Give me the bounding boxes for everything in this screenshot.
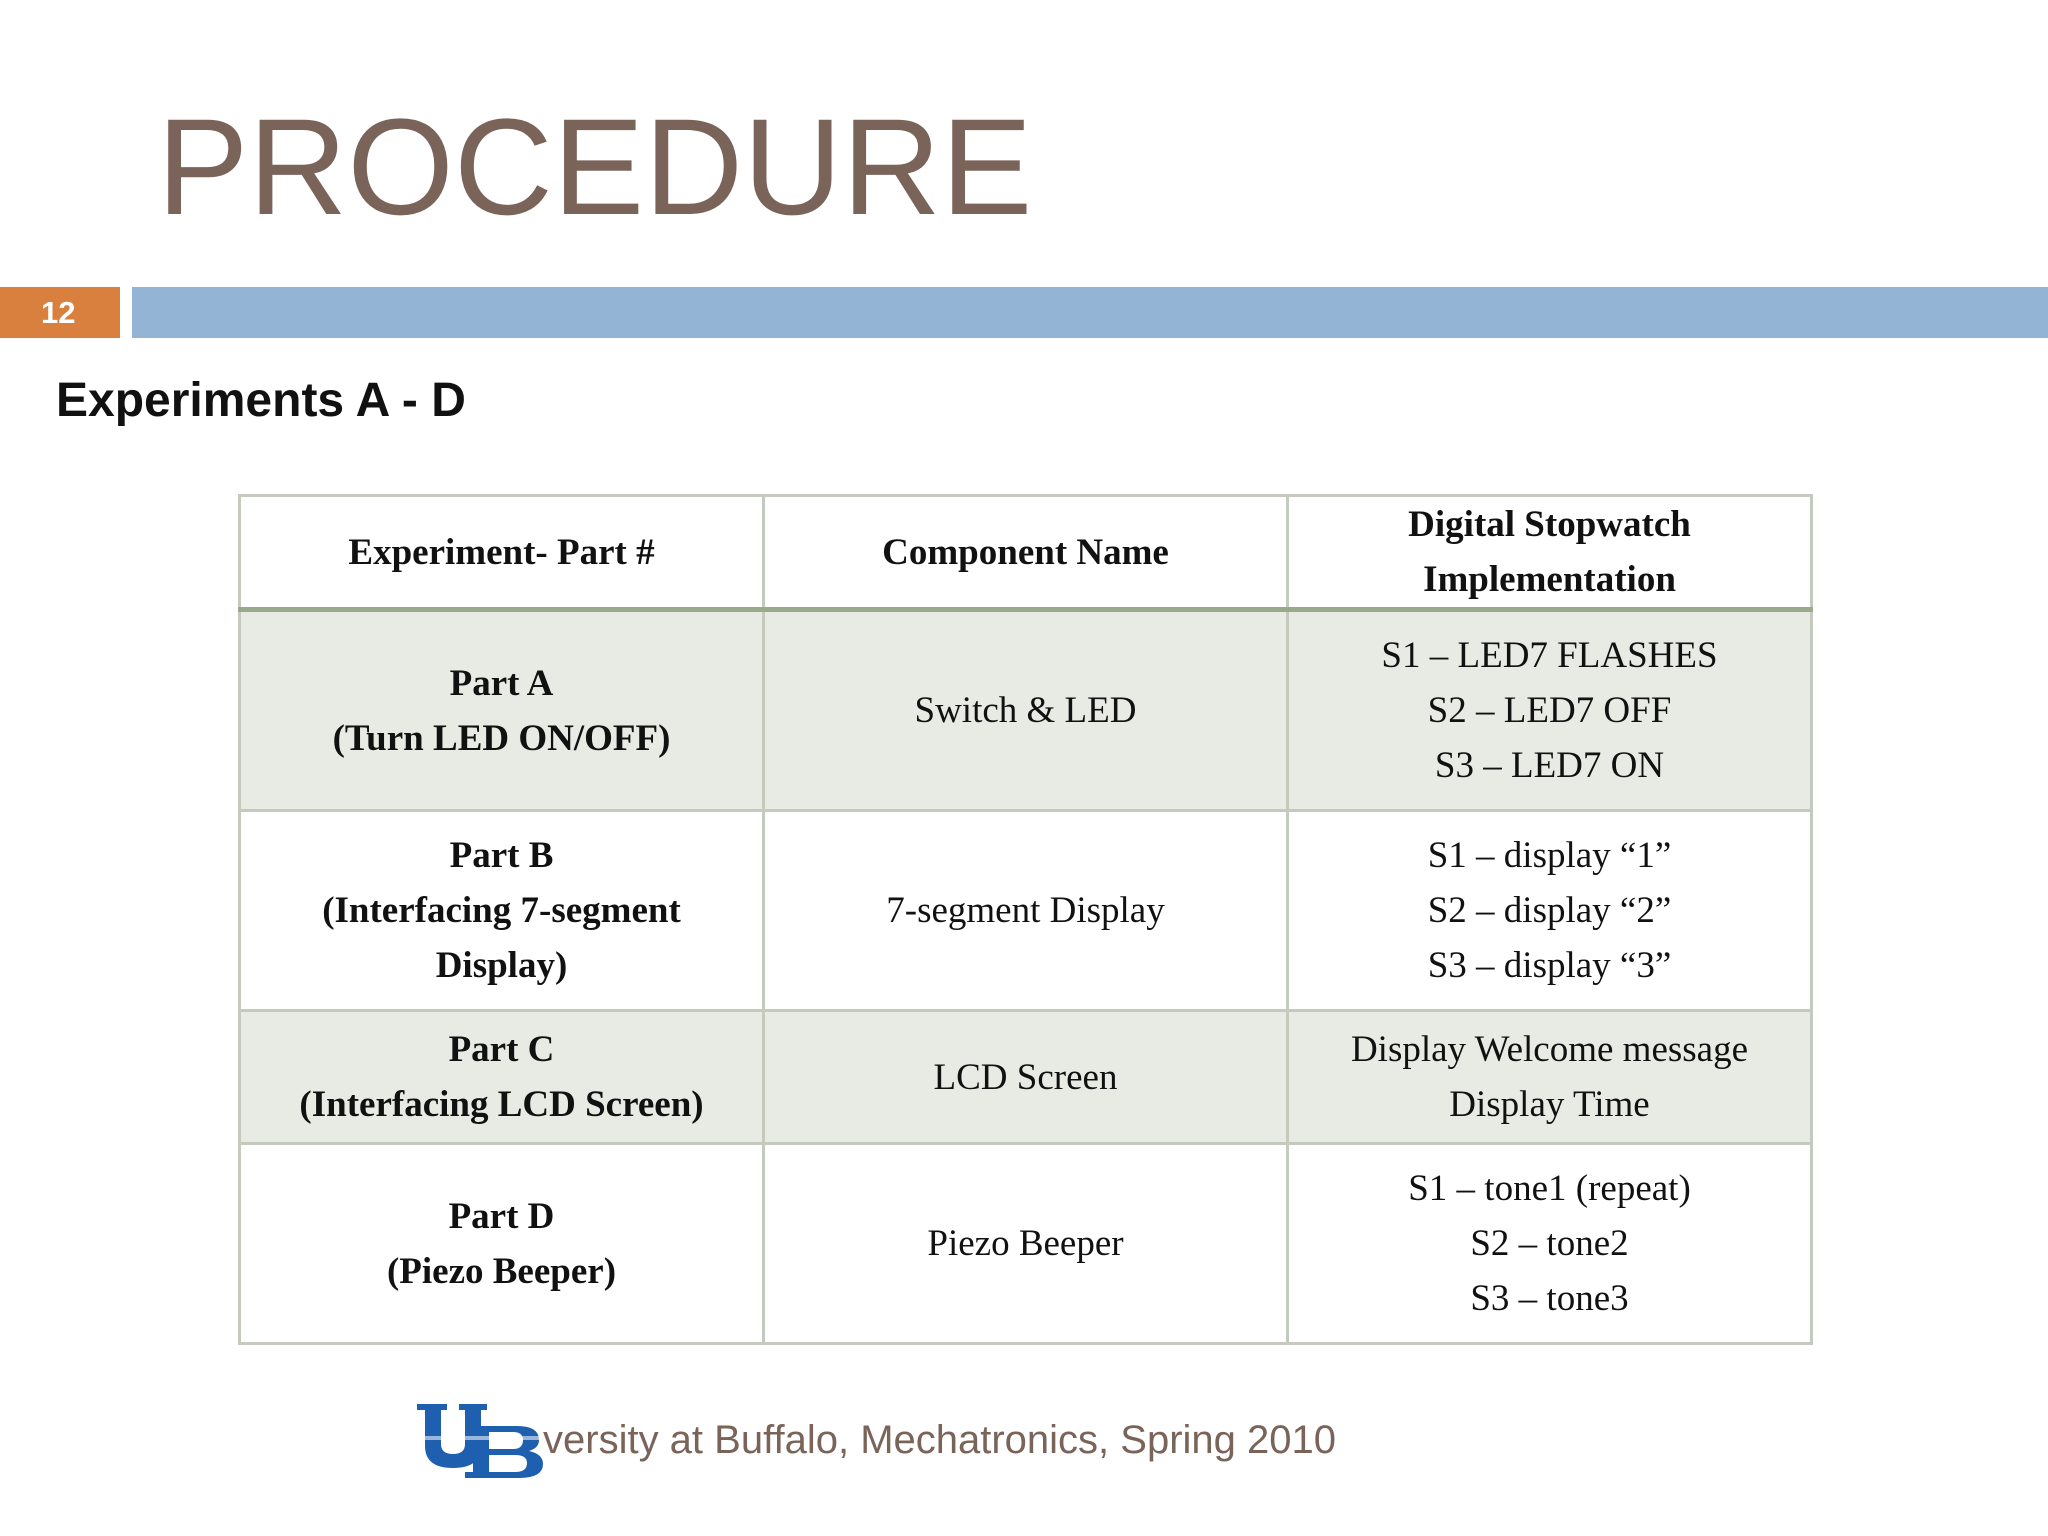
part-description: (Interfacing 7-segment xyxy=(322,890,681,931)
slide-title: PROCEDURE xyxy=(157,91,1033,244)
part-cell xyxy=(240,1144,764,1344)
slide-subtitle: Experiments A - D xyxy=(56,374,466,427)
header-line: Digital Stopwatch xyxy=(1408,504,1691,545)
table-row xyxy=(240,1011,1812,1144)
header-line: Implementation xyxy=(1423,559,1676,600)
footer-text: versity at Buffalo, Mechatronics, Spring 2010 xyxy=(543,1417,1337,1462)
part-cell xyxy=(240,811,764,1011)
part-cell xyxy=(240,1011,764,1144)
table-row xyxy=(240,1144,1812,1344)
component-cell: LCD Screen xyxy=(764,1011,1288,1144)
part-label: Part C xyxy=(448,1029,555,1070)
implementation-cell xyxy=(1288,1011,1812,1144)
ub-logo-mark xyxy=(413,1400,545,1480)
implementation-line: S2 – display “2” xyxy=(1427,890,1672,931)
implementation-line: S1 – display “1” xyxy=(1427,835,1672,876)
implementation-line: S2 – LED7 OFF xyxy=(1427,690,1672,731)
table-header-row xyxy=(240,496,1812,610)
implementation-line: S3 – display “3” xyxy=(1427,945,1672,986)
component-cell: Switch & LED xyxy=(764,610,1288,811)
implementation-cell xyxy=(1288,1144,1812,1344)
implementation-cell xyxy=(1288,610,1812,811)
part-description: (Piezo Beeper) xyxy=(386,1250,617,1292)
header-component-name: Component Name xyxy=(764,496,1288,610)
implementation-line: S2 – tone2 xyxy=(1470,1223,1629,1264)
part-label: Part D xyxy=(448,1195,555,1237)
slide-number: 12 xyxy=(0,287,120,338)
implementation-cell xyxy=(1288,811,1812,1011)
part-description: Display) xyxy=(435,945,568,986)
header-bar xyxy=(132,287,2048,338)
part-description: (Turn LED ON/OFF) xyxy=(332,717,671,759)
header-stopwatch-implementation xyxy=(1288,496,1812,610)
implementation-line: S3 – LED7 ON xyxy=(1434,745,1665,786)
implementation-line: S1 – tone1 (repeat) xyxy=(1408,1168,1691,1209)
part-description: (Interfacing LCD Screen) xyxy=(299,1084,704,1125)
implementation-line: S3 – tone3 xyxy=(1470,1278,1629,1319)
part-label: Part B xyxy=(449,835,554,876)
table-row xyxy=(240,610,1812,811)
implementation-line: Display Welcome message xyxy=(1350,1029,1749,1070)
part-label: Part A xyxy=(449,662,554,704)
footer xyxy=(413,1400,1336,1480)
component-cell: Piezo Beeper xyxy=(764,1144,1288,1344)
ub-logo xyxy=(413,1400,545,1480)
component-cell: 7-segment Display xyxy=(764,811,1288,1011)
part-cell xyxy=(240,610,764,811)
implementation-line: Display Time xyxy=(1449,1084,1650,1125)
implementation-line: S1 – LED7 FLASHES xyxy=(1381,635,1718,676)
table-row xyxy=(240,811,1812,1011)
header-experiment-part: Experiment- Part # xyxy=(240,496,764,610)
experiments-table xyxy=(238,494,1813,1345)
